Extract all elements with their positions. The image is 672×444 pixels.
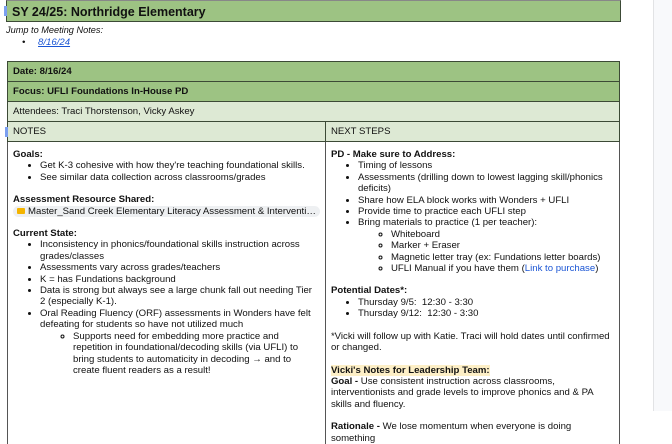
current-state-heading: Current State: (13, 228, 77, 240)
purchase-link[interactable]: Link to purchase (524, 263, 596, 275)
meeting-focus: Focus: UFLI Foundations In-House PD (8, 82, 620, 102)
side-panel (653, 0, 672, 411)
notes-cell (8, 142, 326, 444)
pd-list (331, 160, 614, 274)
meeting-table (7, 61, 620, 444)
next-steps-header: NEXT STEPS (325, 122, 619, 142)
list-item: • Thursday 9/12: 12:30 - 3:30 (358, 308, 614, 319)
heading-marker (4, 6, 7, 16)
list-item: • Thursday 9/5: 12:30 - 3:30 (358, 297, 614, 308)
list-item: ◦ Supports need for embedding more practice and repetition in foundational/decoding skills (via UFLI) to bring students to automaticity in decoding → and to create fluent readers as a result! (73, 331, 320, 377)
list-item: • Data is strong but always see a large chunk fall out needing Tier 2 (especially K-1). (40, 285, 320, 308)
sheets-file-icon (17, 208, 25, 214)
notes-header: NOTES (8, 122, 326, 142)
leadership-heading: Vicki's Notes for Leadership Team: (330, 364, 490, 376)
list-item: • Share how ELA block works with Wonders + UFLI (358, 195, 614, 206)
list-item: • Timing of lessons (358, 160, 614, 171)
goal-paragraph: Goal - Use consistent instruction across classrooms, interventionists and grade levels to improve phonics and & PA skills and fluency. (330, 375, 594, 410)
list-item: • Assessments vary across grades/teachers (40, 262, 320, 273)
next-steps-cell (325, 142, 619, 444)
list-item: • Oral Reading Fluency (ORF) assessments in Wonders have felt defeating for students so have not utilized much ◦ Supports need for embedding more practice and repetition in foundational/decoding skills (via UFLI) to bring students to automaticity in decoding → and to create fluent readers as a result! (40, 308, 320, 376)
heading-marker (5, 127, 8, 137)
list-item: • K = has Fundations background (40, 274, 320, 285)
list-item: • See similar data collection across classrooms/grades (40, 172, 320, 183)
footnote: *Vicki will follow up with Katie. Traci will hold dates until confirmed or changed. (330, 330, 610, 354)
meeting-attendees: Attendees: Traci Thorstenson, Vicky Askey (8, 102, 620, 122)
dates-list (331, 297, 614, 320)
goals-list (13, 160, 320, 183)
meeting-date: Date: 8/16/24 (8, 62, 620, 82)
resource-heading: Assessment Resource Shared: (13, 194, 155, 206)
dates-heading: Potential Dates*: (330, 285, 408, 297)
list-item: • Inconsistency in phonics/foundational skills instruction across grades/classes (40, 239, 320, 262)
list-item: • Bring materials to practice (1 per teacher): ◦ Whiteboard ◦ Marker + Eraser ◦ Magnetic letter tray (ex: Fundations letter boards) ◦ UFLI Manual if you have them (Link to purchase) (358, 217, 614, 274)
jump-link-8-16-24[interactable]: 8/16/24 (38, 37, 71, 48)
list-item: • Assessments (drilling down to lowest lagging skill/phonics deficits) (358, 172, 614, 195)
resource-file-chip[interactable]: Master_Sand Creek Elementary Literacy Assessment & Interventi… (13, 206, 320, 217)
list-item: ◦ Whiteboard (391, 229, 614, 240)
list-item: • Provide time to practice each UFLI step (358, 206, 614, 217)
list-item: ◦ Magnetic letter tray (ex: Fundations letter boards) (391, 252, 614, 263)
goals-heading: Goals: (13, 149, 43, 160)
rationale-paragraph: Rationale - We lose momentum when everyone is doing something (330, 421, 572, 444)
list-item: • Get K-3 cohesive with how they're teaching foundational skills. (40, 160, 320, 171)
jump-label: Jump to Meeting Notes: (6, 25, 104, 35)
list-item: ◦ Marker + Eraser (391, 240, 614, 251)
list-item: ◦ UFLI Manual if you have them (Link to purchase) (391, 263, 614, 274)
current-state-list (13, 239, 320, 376)
jump-list: • 8/16/24 (22, 37, 71, 48)
document-title: SY 24/25: Northridge Elementary (6, 0, 621, 22)
pd-heading: PD - Make sure to Address: (330, 149, 456, 160)
